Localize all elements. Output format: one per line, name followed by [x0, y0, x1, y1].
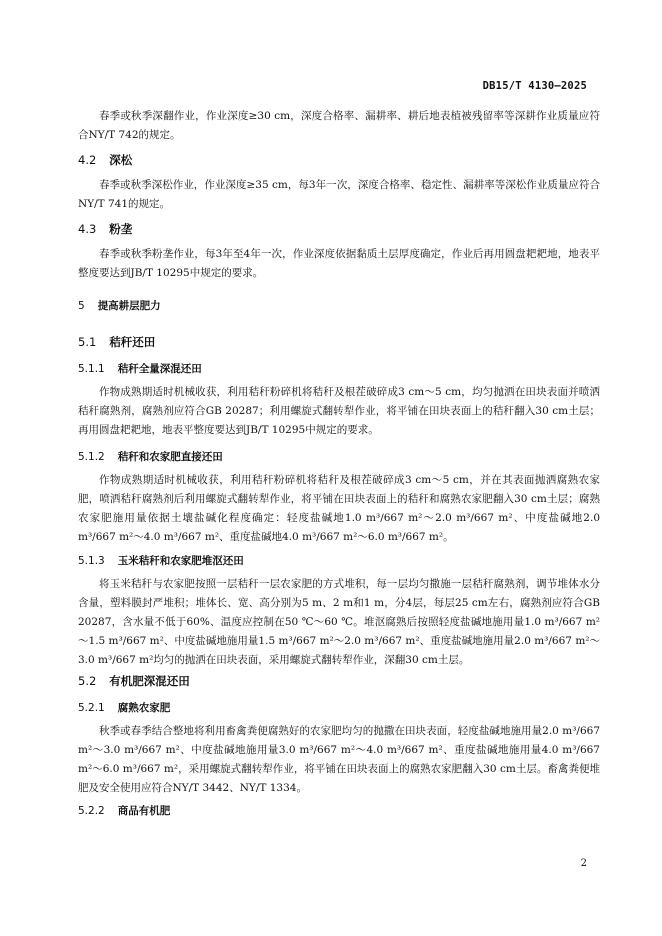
- paragraph-smash-ridging: 春季或秋季粉垄作业，每3年至4年一次，作业深度依据黏质土层厚度确定，作业后再用圆盘耙耙地，地表平整度要达到JB/T 10295中规定的要求。: [78, 248, 600, 279]
- paragraph-deep-plowing: 春季或秋季深翻作业，作业深度≥30 cm，深度合格率、漏耕率、耕后地表植被残留率等深耕作业质量应符合NY/T 742的规定。: [78, 110, 600, 141]
- heading-title: 粉垄: [109, 222, 133, 236]
- heading-5-1-2: [78, 449, 223, 464]
- paragraph-corn-straw-composting: 将玉米秸秆与农家肥按照一层秸秆一层农家肥的方式堆积，每一层均匀撒施一层秸秆腐熟剂，调节堆体水分含量，塑料膜封严堆积；堆体长、宽、高分别为5 m、2 m和1 m，分4层，每层25 cm左右，腐熟剂应符合GB 20287，含水量不低于60%、温度应控制在50 ℃～60 ℃。堆沤腐熟后按照轻度盐碱地施用量1.0 m³/667 m²～1.5 m³/667 m²、中度盐碱地施用量1.5 m³/667 m²～2.0 m³/667 m²、重度盐碱地施用量2.0 m³/667 m²～3.0 m³/667 m²均匀的抛洒在田块表面，采用螺旋式翻转犁作业，深翻30 cm土层。: [78, 578, 600, 666]
- heading-title: 秸秆全量深混还田: [117, 363, 202, 375]
- heading-5-1-1: [78, 361, 202, 376]
- heading-5: [78, 298, 161, 313]
- paragraph-rotted-manure: 秋季或春季结合整地将利用畜禽粪便腐熟好的农家肥均匀的抛撒在田块表面，轻度盐碱地施用量2.0 m³/667 m²～3.0 m³/667 m²、中度盐碱地施用量3.0 m³/667 m²～4.0 m³/667 m²、重度盐碱地施用量4.0 m³/667 m²～6.0 m³/667 m²，采用螺旋式翻转犁作业，将平铺在田块表面上的腐熟农家肥翻入30 cm土层。畜禽粪便堆肥及安全使用应符合NY/T 3442、NY/T 1334。: [78, 725, 600, 794]
- heading-number: 4.2: [78, 153, 97, 167]
- heading-number: 5.2: [78, 674, 97, 688]
- paragraph-subsoiling: 春季或秋季深松作业，作业深度≥35 cm，每3年一次，深度合格率、稳定性、漏耕率等深松作业质量应符合NY/T 741的规定。: [78, 179, 600, 210]
- page-number: 2: [580, 858, 587, 869]
- heading-title: 秸秆和农家肥直接还田: [117, 451, 223, 463]
- heading-title: 玉米秸秆和农家肥堆沤还田: [117, 555, 244, 567]
- heading-title: 提高耕层肥力: [97, 300, 161, 312]
- heading-title: 有机肥深混还田: [109, 674, 190, 688]
- heading-title: 秸秆还田: [109, 335, 156, 349]
- heading-number: 4.3: [78, 222, 97, 236]
- heading-4-2: [78, 152, 132, 168]
- heading-number: 5.2.2: [78, 805, 105, 817]
- heading-number: 5.1.1: [78, 363, 105, 375]
- heading-5-1-3: [78, 553, 244, 568]
- heading-number: 5: [78, 300, 85, 312]
- heading-title: 商品有机肥: [117, 805, 171, 817]
- paragraph-straw-full-return: 作物成熟期适时机械收获，利用秸秆粉碎机将秸秆及根茬破碎成3 cm～5 cm，均匀抛洒在田块表面并喷洒秸秆腐熟剂，腐熟剂应符合GB 20287；利用螺旋式翻转犁作业，将平铺在田块表面上的秸秆翻入30 cm土层；再用圆盘耙耙地，地表平整度要达到JB/T 10295中规定的要求。: [78, 386, 600, 436]
- heading-4-3: [78, 221, 132, 237]
- document-code: DB15/T 4130—2025: [482, 80, 587, 92]
- heading-5-2-1: [78, 700, 170, 715]
- heading-5-1: [78, 334, 155, 350]
- heading-number: 5.2.1: [78, 702, 105, 714]
- heading-number: 5.1: [78, 335, 97, 349]
- heading-title: 腐熟农家肥: [117, 702, 171, 714]
- heading-5-2-2: [78, 803, 170, 818]
- heading-number: 5.1.2: [78, 451, 105, 463]
- paragraph-straw-manure-return: 作物成熟期适时机械收获，利用秸秆粉碎机将秸秆及根茬破碎成3 cm～5 cm，并在其表面抛洒腐熟农家肥，喷洒秸秆腐熟剂后利用螺旋式翻转犁作业，将平铺在田块表面上的秸秆和腐熟农家肥翻入30 cm土层；腐熟农家肥施用量依据土壤盐碱化程度确定：轻度盐碱地1.0 m³/667 m²～2.0 m³/667 m²、中度盐碱地2.0 m³/667 m²～4.0 m³/667 m²、重度盐碱地4.0 m³/667 m²～6.0 m³/667 m²。: [78, 474, 600, 543]
- heading-5-2: [78, 673, 190, 689]
- heading-title: 深松: [109, 153, 133, 167]
- heading-number: 5.1.3: [78, 555, 105, 567]
